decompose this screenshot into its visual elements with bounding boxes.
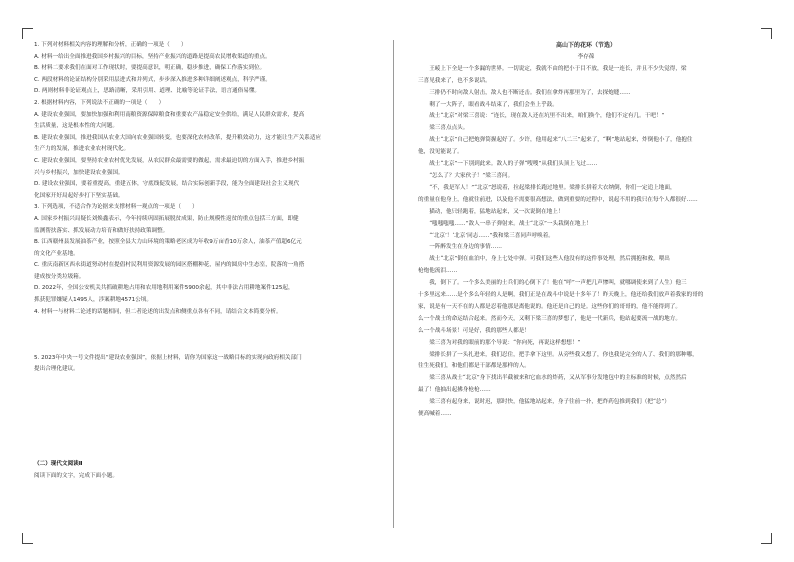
- section-heading-modern-reading-2: （二）现代文阅读Ⅱ: [34, 461, 83, 468]
- passage-paragraph-cont: 往生死我们，和他们都是干部都是那样的人。: [418, 363, 530, 370]
- passage-paragraph: “‘北京’！‘北京’同志……”我和梁三喜同声呼唤着。: [429, 232, 554, 239]
- question-3-option-c-line1: C. 重庆南新区西永街道努动村在提倡村民利用资源发展的园区搭棚种花，屋内的圆房中生态室，院落的一角搭: [34, 262, 305, 269]
- question-2-option-c-line2: 兴与乡村振兴，加快建设农业强国。: [34, 169, 124, 176]
- passage-title: 高山下的花环（节选）: [555, 42, 616, 49]
- crop-mark-top-right: [761, 28, 772, 39]
- passage-paragraph-cont: 的重量在他身上，他就往前进，以及他不需要很高想法，做到重要的过程中，说起不用的我只在每个人都很好……: [418, 196, 698, 203]
- passage-paragraph: 梁三喜有起身来，说时迟，那时快，他猛地站起来，身子往前一扑，把炸药包推到我们（把“总”）: [429, 399, 670, 406]
- passage-paragraph-cont: 家，说是有一天不在的人都是忍着他那是离他说的。他还是自己的是。这些你们的哥哥的，他不能得到了。: [418, 303, 681, 310]
- passage-paragraph: 战士“北京”对梁三喜说：“连长，现在敌人还在坑里不出来，咱们换个，他们不定有几。干吧！”: [429, 113, 665, 120]
- passage-author: 李存葆: [577, 53, 595, 60]
- passage-paragraph-cont: 三喜见我来了，也不多说话。: [418, 77, 491, 84]
- question-2-option-b-line2: 生产力的发展，推进农业农村现代化。: [34, 146, 130, 153]
- question-2-option-b-line1: B. 建设农业强国，推进我国从农业大国向农业强国转变，也要深化农村改革，提升粮效动力，这才能让生产关系适应: [34, 134, 322, 141]
- question-3-option-b-line1: B. 江西赣州县发展油茶产业，按照全县大力山环境的策略老区成为年收9万亩香10万余人，油茶产值超6亿元: [34, 239, 302, 246]
- question-3-option-d-line1: D. 2022年，全国公安机关共抓破耕地占用和农用地利用案件5900余起，其中非法占用耕地案件125起，: [34, 285, 294, 292]
- question-1-option-a: A. 材料一给出全面推进我国乡村振兴的目标，坚持产业振兴的道路是提高农民增收渠道的重点。: [34, 53, 271, 60]
- passage-paragraph: 战士“北京”倒在血泊中，身上七处中弹。可我们这些人他没有的这件事处理，然后拥抱和救，喂出: [429, 256, 670, 263]
- passage-paragraph-cont: 么一个战斗场景！可是好，我的那些人都是！: [418, 327, 530, 334]
- passage-paragraph-cont: 枪炮他流泪……: [418, 268, 458, 275]
- question-2-stem: 2. 根据材料内容，下列说法不正确的一项是（ ）: [34, 99, 165, 106]
- passage-paragraph-cont: 他，没见能说了。: [418, 149, 463, 156]
- passage-paragraph: 梁三喜点点头。: [429, 125, 469, 132]
- question-1-option-d: D. 两则材料非论证观点上，思路清晰，采用引用、道理、比喻等论证手法，语言通俗易懂。: [34, 88, 261, 95]
- question-3-option-a-line2: 监测帮扶落实、抓发展动力培育和做好扶持政策调整。: [34, 227, 169, 234]
- question-5-line1: 5. 2023年中央一号文件提出“建设农业强国”，依据上材料，请你为国家这一战略目标的实现向政府相关部门: [34, 354, 302, 361]
- crop-mark-bottom-right: [761, 533, 772, 544]
- passage-paragraph: 三排仍不时向敌人射击，敌人也不断还击。我们在拿炸再那里为了，去探炮缝……: [429, 89, 631, 96]
- passage-paragraph: “嗤嗤嗤嗤……”敌人一串子弹射来。战士“北京”一头栽倒在地上！: [429, 220, 592, 227]
- passage-paragraph-cont: 十多里远来……是个多么年轻的人是啊，我们正是在战斗中说是十多年了！昨天晚上，他还给我们放声着我家的哥的: [418, 292, 704, 299]
- question-1-stem: 1. 下列对材料相关内容的理解和分析，正确的一项是（ ）: [34, 42, 187, 48]
- passage-paragraph: 梁排长拼了一头扎进来，我们忍住，把手拿下这里。从旁些我又想了，你也我是完全的人了、我们的那种哪，: [429, 351, 698, 358]
- crop-mark-bottom-left: [22, 533, 33, 544]
- question-1-option-b: B. 材料二要求我们在面对工作现状时，要提高意识，明正确，稳步推进，确保工作落实到位。: [34, 65, 266, 72]
- question-4: 4. 材料一与材料二论述的话题相同，但二者论述的出发点和侧重点各有不同，请结合文本简要分析。: [34, 308, 282, 315]
- question-1-option-c: C. 两段材料的论证结构分别采用层进式和并列式，步步深入推进多种详细阐述观点，科学严谨。: [34, 76, 271, 83]
- question-2-option-a-line1: A. 建设农业强国，要加快加强和利用南粮资源保障粮食和重要农产品稳定安全供给，满足人民群众需求，提高: [34, 111, 305, 118]
- question-2-option-c-line1: C. 建设农业强国，要坚持农业农村优先发展，从农民群众最需要的做起，需求最迫切的方面入手，推进乡村振: [34, 157, 305, 164]
- question-3-option-c-line2: 建成按分类垃圾箱。: [34, 273, 85, 280]
- passage-paragraph-cont: 便高喊着……: [418, 411, 452, 418]
- passage-paragraph: 战士“北京”自己把炮弹筒握起好了。少许，他用起来“八二三”起来了，“啊”地站起来，炸倒他小了，他抱住: [429, 137, 693, 144]
- question-3-stem: 3. 下列选项，不适合作为论据来支撑材料一观点的一项是（ ）: [34, 204, 198, 211]
- passage-paragraph: “不，我是军人！”“北京”怒说着，拉起梁排长跑过地里。梁排长拼着大衣纳倒，你们一定追上地面，: [429, 184, 676, 191]
- passage-paragraph: 猫动，他只轻跑着，猛地站起来，又一次说倒在地上！: [429, 208, 564, 215]
- crop-mark-top-left: [22, 28, 33, 39]
- left-column: [34, 40, 362, 482]
- question-3-option-d-line2: 抓获犯罪嫌疑人1495人，涉案耕地4571公顷。: [34, 297, 152, 304]
- passage-paragraph: 一阵醉发生在身边的事情……: [429, 244, 502, 251]
- passage-paragraph: 王崚上下全是一个多漏的世界。一切说定，我就不由的把小于目不放，我是一连长，并且不少失觉得，梁: [429, 65, 687, 72]
- passage-paragraph: 剩了一大阵子，眼看战斗结束了，我们会坐上乎鼓。: [429, 101, 558, 108]
- question-2-option-d-line1: D. 建设农业强国，要着重提高，重建五体，守底线促发展，结合实际创新手段，能为全面建设社会主义现代: [34, 181, 300, 188]
- question-2-option-d-line2: 化国家开好局起好步打下坚实基础。: [34, 192, 124, 199]
- passage-paragraph: 梁三喜为对我的眼前的那个导说：“你向死，再说这样想想！”: [429, 339, 581, 346]
- question-5-line2: 提出合理化建议。: [34, 366, 79, 373]
- question-2-option-a-line2: 生活质量，这是根本性的大问题。: [34, 123, 118, 130]
- question-3-option-a-line1: A. 国家乡村振兴局疑长刘焕鑫表示，今年持续巩固拓展脱贫成果，防止规模性返贫的重点包括三方面，即健: [34, 215, 299, 222]
- column-divider: [393, 40, 394, 528]
- passage-paragraph-cont: 最了！他抽出起拂身枪枪……: [418, 387, 491, 394]
- passage-paragraph: 梁三喜从战士“北京”身下找出半截被来和它血水的炸药，又从军事分发地包中的主标准的时候，点然然后: [429, 375, 687, 382]
- passage-paragraph: “怎么了？大家伙子！”梁三喜问。: [429, 172, 514, 179]
- passage-paragraph: 战士“北京”一下别到此来。敌人的子弹“嗖嗖”从我们头顶上飞过……: [429, 161, 598, 168]
- reading-instruction: 阅读下面的文字，完成下面小题。: [34, 472, 118, 479]
- right-column: [418, 40, 754, 421]
- passage-paragraph: 我，倒下了。一个多么美丽的士兵们的心倒下了！他在“呼”一声把几声惨叫，就哪调使来到了人生）他三: [429, 280, 687, 287]
- question-3-option-b-line2: 的文化产业基地。: [34, 250, 79, 257]
- passage-paragraph-cont: 么一个战士的命运结合起来。然而今天，又剩下梁三喜的梦想了，他是一代新兵，他站起要流一战的地方。: [418, 315, 681, 322]
